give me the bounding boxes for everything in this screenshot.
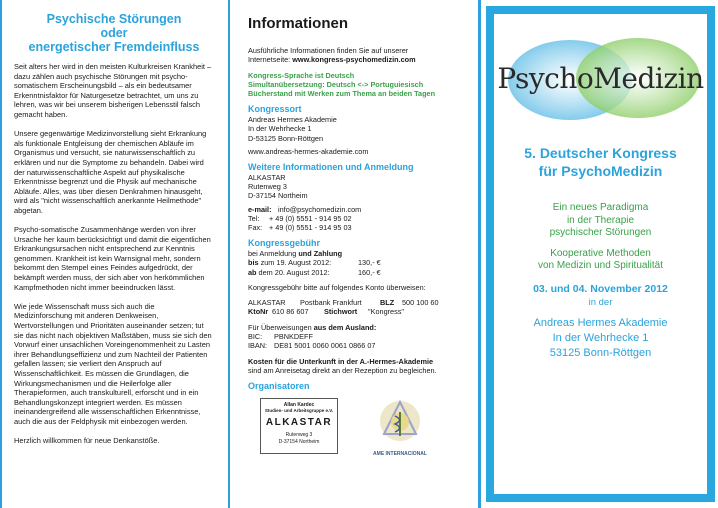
congress-title xyxy=(494,144,707,180)
venue-line: In der Wehrhecke 1 xyxy=(248,124,312,134)
congress-date: 03. und 04. November 2012 xyxy=(533,282,668,295)
bic-row xyxy=(248,332,470,341)
info-section xyxy=(238,46,470,458)
iban-row xyxy=(248,341,470,350)
venue-line: D-53125 Bonn-Röttgen xyxy=(248,133,324,143)
congress-title-line2: für PsychoMedizin xyxy=(538,163,663,179)
ame-emblem-icon xyxy=(376,398,424,448)
tel-value: + 49 (0) 5551 - 914 95 02 xyxy=(269,213,352,223)
ame-name: AME INTERNACIONAL xyxy=(373,451,427,458)
fee-row-2 xyxy=(248,268,470,277)
website-link[interactable]: www.kongress-psychomedizin.com xyxy=(292,55,416,65)
tel-label: Tel: xyxy=(248,213,260,223)
bank-intro: Kongressgebühr bitte auf folgendes Konto überweisen: xyxy=(248,282,426,292)
venue-address xyxy=(494,316,707,361)
subtitle-line: in der Therapie xyxy=(566,214,635,226)
email-label: e-mail: xyxy=(248,204,272,214)
stichwort-label: Stichwort xyxy=(324,307,358,317)
left-paragraph: Herzlich willkommen für neue Denkanstöße. xyxy=(14,436,160,446)
bookstand-line: Bücherstand mit Werken zum Thema an beiden Tagen xyxy=(248,89,436,99)
kto-label: KtoNr xyxy=(248,307,269,317)
right-frame xyxy=(486,6,715,502)
left-title-line2: oder xyxy=(100,26,128,40)
left-paragraph: Unsere gegenwärtige Medizinvorstellung sieht Erkrankung als funktionale Entgleisung der chemischen Abläufe im Organismus und versucht, sie naturwissenschaftlich zu erklären und nur die Symptome zu behandeln. Dabei wird der naturwissenschaftliche Aspekt auf physikalische Erkenntnisse begrenzt und die Physik auf mechanische Abläufe. Alles, was über diesen Denkrahmen hinausgeht, wird als "nicht wissenschaftlich anerkannte Heilmethode" abgetan. xyxy=(14,129,207,215)
bank-row-2 xyxy=(248,307,470,316)
middle-panel xyxy=(238,0,470,508)
info-heading: Informationen xyxy=(248,15,348,32)
alkastar-line2: Studien- und Arbeitsgruppe e.V. xyxy=(264,407,334,413)
subtitle-line: Ein neues Paradigma xyxy=(552,202,649,213)
subtitle-line: von Medizin und Spiritualität xyxy=(537,260,664,271)
left-paragraph: Psycho-somatische Zusammenhänge werden von ihrer Ursache her kaum berücksichtigt und damit die eigentlichen Erkrankungsursachen nicht entsprechend zur Kenntnis genommen. Krankheit ist kein Warnsignal mehr, sondern bekommt den Stempel eines Feindes aufgedrückt, der bekämpft werden muss, der sich aber von herkömmlichen Kampfmethoden nicht immer beeindrucken lässt. xyxy=(14,225,211,292)
intro-line: Ausführliche Informationen finden Sie auf unserer xyxy=(248,46,409,55)
venue-website-link[interactable]: www.andreas-hermes-akademie.com xyxy=(248,146,369,156)
organizer-logos xyxy=(248,398,470,458)
blz-label: BLZ xyxy=(380,298,395,308)
address-line2: In der Wehrhecke 1 xyxy=(552,331,649,344)
foreign-text: Für Überweisungen xyxy=(248,322,314,332)
venue-line: Andreas Hermes Akademie xyxy=(248,114,337,124)
accommodation-heading: Kosten für die Unterkunft in der A.-Hermes-Akademie xyxy=(248,356,434,366)
right-panel xyxy=(486,0,718,508)
ame-logo xyxy=(360,398,440,458)
in-der-text: in der xyxy=(588,296,613,308)
left-content xyxy=(8,7,220,502)
intro-url-label: Internetseite: xyxy=(248,55,293,65)
foreign-text-bold: aus dem Ausland: xyxy=(313,322,377,332)
fee1-amount: 130,- € xyxy=(358,258,381,268)
bank-name: Postbank Frankfurt xyxy=(300,298,362,308)
fee2-label: ab xyxy=(248,267,257,277)
kto-value: 610 86 607 xyxy=(272,307,309,317)
alkastar-line4: D-37154 Northeim xyxy=(278,438,320,445)
fee-heading: Kongressgebühr xyxy=(248,238,321,249)
email-link[interactable]: info@psychomedizin.com xyxy=(278,204,362,214)
tel-row xyxy=(248,214,470,223)
left-title-line3: energetischer Fremdeinfluss xyxy=(28,40,200,54)
address-line1: Andreas Hermes Akademie xyxy=(533,316,668,329)
email-row xyxy=(248,205,470,214)
blz-value: 500 100 60 xyxy=(402,298,439,308)
fee2-text: dem 20. August 2012: xyxy=(256,267,330,277)
stichwort-value: "Kongress" xyxy=(368,307,405,317)
address-line3: 53125 Bonn-Röttgen xyxy=(549,346,652,359)
panel-divider xyxy=(228,0,230,508)
left-paragraph: Wie jede Wissenschaft muss sich auch die Medizinforschung mit anderen Denkweisen, Wertvorstellungen und Prioritäten auseinander setzen; tut sie das nicht nach objektiven Maßstäben, muss sie sich den Vorwurf einer unsachlichen Voreingenommenheit zu Lasten ihrer Behandlungseffizienz und zum Nachteil der Patienten gefallen lassen; sie verliert den Anspruch auf Wissenschaftlichkeit. Es müssen die Grundlagen, die Wirkungsmechanismen und die Heilerfolge aller Therapieformen, auch transkulturell, erforscht und in ein Behandlungskonzept integriert werden. Es müssen ineinandergreifend alle wissenschaftlichen Erkenntnisse, auch die aus der Feldphysik mit einbezogen werden. xyxy=(14,301,212,426)
foreign-line xyxy=(248,323,470,332)
accommodation-text: sind am Anreisetag direkt an der Rezeption zu begleichen. xyxy=(248,365,437,375)
registration-line: Rutenweg 3 xyxy=(248,181,287,191)
iban-label: IBAN: xyxy=(248,341,268,351)
fee1-text: zum 19. August 2012: xyxy=(258,258,332,268)
left-frame xyxy=(8,7,220,502)
fee-row-1 xyxy=(248,258,470,267)
fee2-amount: 160,- € xyxy=(358,267,381,277)
alkastar-line3: Rutenweg 3 xyxy=(285,431,313,438)
registration-heading: Weitere Informationen und Anmeldung xyxy=(248,162,414,173)
psychomedizin-logo xyxy=(494,28,707,128)
registration-line: ALKASTAR xyxy=(248,172,286,182)
organizers-heading: Organisatoren xyxy=(248,381,310,392)
fee1-label: bis xyxy=(248,258,259,268)
venue-heading: Kongressort xyxy=(248,104,302,115)
bic-value: PBNKDEFF xyxy=(274,332,313,342)
subtitle-line: psychischer Störungen xyxy=(549,227,652,238)
fax-label: Fax: xyxy=(248,223,263,233)
bank-holder: ALKASTAR xyxy=(248,298,286,308)
alkastar-line1: Allan Kardec xyxy=(283,401,315,408)
translation-line: Simultanübersetzung: Deutsch <-> Portuguiesisch xyxy=(248,79,424,89)
left-title-line1: Psychische Störungen xyxy=(46,12,182,26)
bank-row-1 xyxy=(248,298,470,307)
alkastar-logo xyxy=(260,398,338,454)
registration-line: D-37154 Northeim xyxy=(248,191,308,201)
iban-value: DE81 5001 0060 0061 0866 07 xyxy=(274,341,376,351)
fax-row xyxy=(248,223,470,232)
right-content xyxy=(494,14,707,494)
fee-text-bold: und Zahlung xyxy=(298,248,343,258)
subtitle-line: Kooperative Methoden xyxy=(550,247,651,259)
panel-divider xyxy=(478,0,481,508)
fee-text: bei Anmeldung xyxy=(248,248,299,258)
left-title xyxy=(14,12,214,54)
fax-value: + 49 (0) 5551 - 914 95 03 xyxy=(269,223,352,233)
left-panel xyxy=(0,0,228,508)
bic-label: BIC: xyxy=(248,332,263,342)
logo-text: PsychoMedizin xyxy=(497,62,704,95)
intro-url-line xyxy=(248,55,470,64)
congress-title-line1: 5. Deutscher Kongress xyxy=(524,145,677,161)
fee-line xyxy=(248,249,470,258)
left-paragraph: Seit alters her wird in den meisten Kulturkreisen Krankheit – dazu zählen auch psychische Störungen mit psycho-somatischem Erscheinungsbild – als ein bedeutsamer Erkenntnisfaktor für Naturgesetze betrachtet, um uns zu lehren, was wir bei unserem bisherigen Lebensstil falsch gemacht haben. xyxy=(14,62,212,119)
alkastar-name: ALKASTAR xyxy=(265,416,333,428)
language-line: Kongress-Sprache ist Deutsch xyxy=(248,70,355,80)
